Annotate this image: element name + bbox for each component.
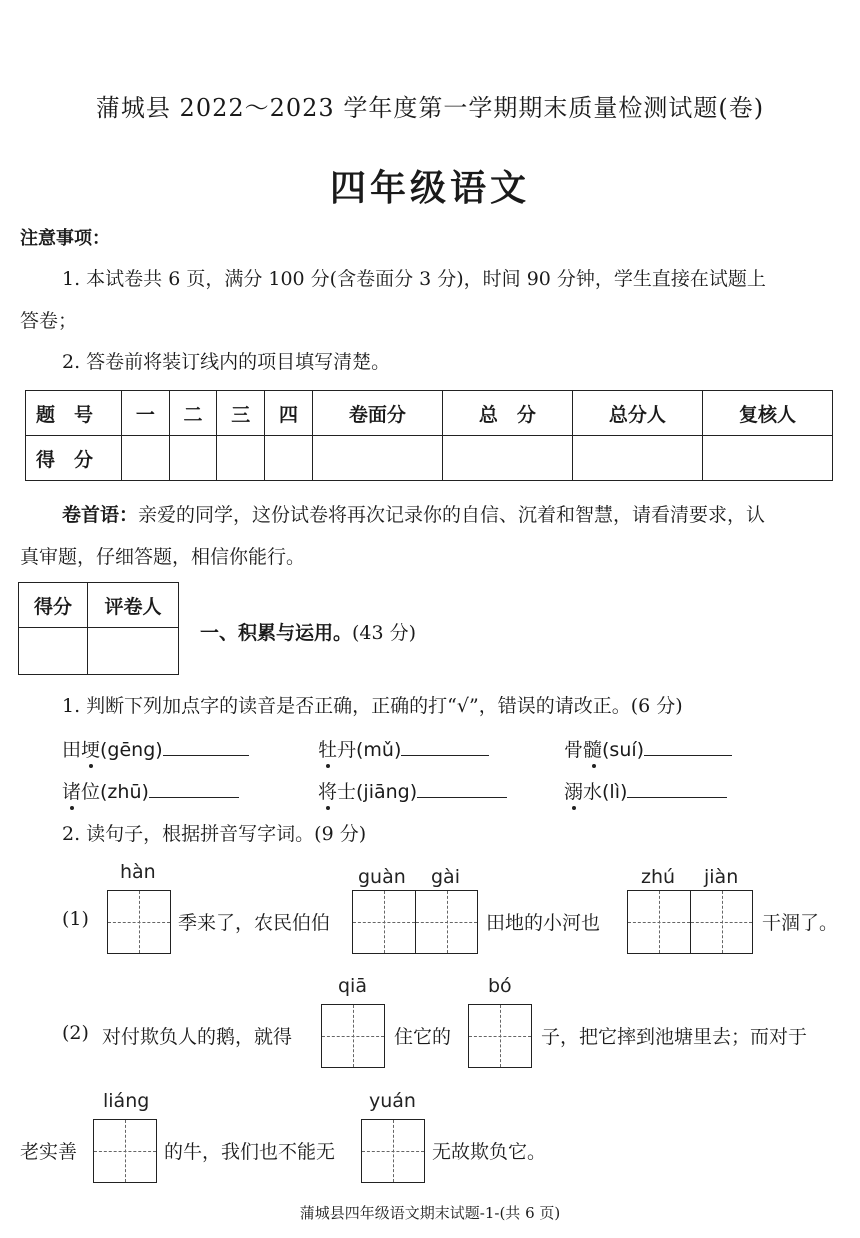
pinyin-hint: hàn xyxy=(120,861,156,883)
preface-line-1 xyxy=(62,500,765,527)
grader-score-field[interactable] xyxy=(19,628,88,675)
score-cell-empty[interactable] xyxy=(442,436,572,481)
sentence-2-label: (2) xyxy=(62,1022,89,1044)
answer-blank[interactable] xyxy=(644,737,732,756)
notice-item-1-cont: 答卷； xyxy=(20,310,78,332)
notice-item-2: 2. 答卷前将装订线内的项目填写清楚。 xyxy=(62,351,391,373)
answer-blank[interactable] xyxy=(417,779,507,798)
sentence-text: 田地的小河也 xyxy=(486,912,601,934)
score-table xyxy=(25,390,833,481)
q1-item-word: 牡丹 xyxy=(318,739,357,761)
score-cell-header: 三 xyxy=(217,391,265,436)
score-cell-empty[interactable] xyxy=(312,436,442,481)
pinyin-hint: liáng xyxy=(103,1090,150,1112)
q1-item xyxy=(318,735,489,762)
writing-grid[interactable] xyxy=(361,1119,425,1183)
sentence-text: 干涸了。 xyxy=(762,912,839,934)
notice-item-1: 1. 本试卷共 6 页，满分 100 分(含卷面分 3 分)，时间 90 分钟，学生直接在试题上 xyxy=(62,268,766,290)
score-table-score-row xyxy=(26,436,833,481)
score-table-header-row xyxy=(26,391,833,436)
answer-blank[interactable] xyxy=(401,737,489,756)
score-cell-header: 四 xyxy=(265,391,313,436)
answer-blank[interactable] xyxy=(149,779,239,798)
score-cell-empty[interactable] xyxy=(702,436,832,481)
score-cell-header: 总 分 xyxy=(442,391,572,436)
writing-grid[interactable] xyxy=(352,890,478,954)
emphasis-dot xyxy=(89,764,93,768)
score-cell-empty[interactable] xyxy=(217,436,265,481)
score-cell-header: 二 xyxy=(169,391,217,436)
q1-item-pinyin: (jiāng) xyxy=(356,781,418,803)
score-cell-empty[interactable] xyxy=(572,436,702,481)
grader-name-field[interactable] xyxy=(88,628,179,675)
pinyin-hint: bó xyxy=(488,975,512,997)
sentence-text: 子，把它摔到池塘里去；而对于 xyxy=(541,1026,808,1048)
emphasis-dot xyxy=(572,806,576,810)
section-1-heading xyxy=(200,618,416,645)
sentence-text: 季来了，农民伯伯 xyxy=(178,912,331,934)
question-2-prompt: 2. 读句子，根据拼音写字词。(9 分) xyxy=(62,823,367,845)
notice-heading: 注意事项： xyxy=(20,228,110,249)
pinyin-hint: jiàn xyxy=(704,866,739,888)
q1-item xyxy=(564,777,727,804)
pinyin-hint: yuán xyxy=(369,1090,416,1112)
writing-grid[interactable] xyxy=(468,1004,532,1068)
grader-box xyxy=(18,582,179,675)
score-cell-header: 总分人 xyxy=(572,391,702,436)
q1-item-pinyin: (gēng) xyxy=(100,739,163,761)
grader-name-label: 评卷人 xyxy=(88,583,179,628)
q1-item-word: 诸位 xyxy=(62,781,101,803)
score-cell-empty[interactable] xyxy=(265,436,313,481)
writing-grid[interactable] xyxy=(627,890,753,954)
answer-blank[interactable] xyxy=(163,737,249,756)
score-cell-label: 题 号 xyxy=(26,391,122,436)
sentence-text: 对付欺负人的鹅，就得 xyxy=(102,1026,293,1048)
page-footer: 蒲城县四年级语文期末试题-1-(共 6 页) xyxy=(299,1204,561,1222)
q1-item xyxy=(564,735,732,762)
exam-title: 蒲城县 2022～2023 学年度第一学期期末质量检测试题(卷) xyxy=(95,94,765,122)
emphasis-dot xyxy=(326,764,330,768)
preface-text: 亲爱的同学，这份试卷将再次记录你的自信、沉着和智慧，请看清要求，认 xyxy=(138,504,766,526)
pinyin-hint: guàn xyxy=(358,866,406,888)
sentence-1-label: (1) xyxy=(62,908,89,930)
q1-item xyxy=(318,777,507,804)
section-1-points: (43 分) xyxy=(352,622,417,644)
score-cell-header: 一 xyxy=(122,391,170,436)
writing-grid[interactable] xyxy=(321,1004,385,1068)
section-1-title: 一、积累与运用。 xyxy=(200,622,353,644)
pinyin-hint: gài xyxy=(431,866,460,888)
score-cell-header: 卷面分 xyxy=(312,391,442,436)
sentence-text: 的牛，我们也不能无 xyxy=(164,1141,336,1163)
q1-item xyxy=(62,735,249,762)
writing-grid[interactable] xyxy=(93,1119,157,1183)
q1-item-pinyin: (suí) xyxy=(602,739,645,761)
writing-grid[interactable] xyxy=(107,890,171,954)
pinyin-hint: qiā xyxy=(338,975,367,997)
emphasis-dot xyxy=(70,806,74,810)
score-cell-empty[interactable] xyxy=(169,436,217,481)
sentence-text: 住它的 xyxy=(394,1026,452,1048)
question-1-prompt: 1. 判断下列加点字的读音是否正确，正确的打“√”，错误的请改正。(6 分) xyxy=(62,695,683,717)
sentence-text: 老实善 xyxy=(20,1141,78,1163)
sentence-text: 无故欺负它。 xyxy=(432,1141,547,1163)
answer-blank[interactable] xyxy=(627,779,727,798)
score-cell-header: 复核人 xyxy=(702,391,832,436)
q1-item xyxy=(62,777,239,804)
subject-title: 四年级语文 xyxy=(329,168,530,209)
q1-item-pinyin: (lì) xyxy=(602,781,628,803)
q1-item-word: 骨髓 xyxy=(564,739,603,761)
q1-item-word: 溺水 xyxy=(564,781,603,803)
score-cell-empty[interactable] xyxy=(122,436,170,481)
emphasis-dot xyxy=(592,764,596,768)
q1-item-pinyin: (zhū) xyxy=(100,781,149,803)
q1-item-word: 将士 xyxy=(318,781,357,803)
emphasis-dot xyxy=(326,806,330,810)
q1-item-word: 田埂 xyxy=(62,739,101,761)
preface-line-2: 真审题，仔细答题，相信你能行。 xyxy=(20,546,306,568)
pinyin-hint: zhú xyxy=(641,866,676,888)
preface-label: 卷首语： xyxy=(62,504,139,526)
grader-score-label: 得分 xyxy=(19,583,88,628)
q1-item-pinyin: (mǔ) xyxy=(356,739,402,761)
score-cell-label: 得 分 xyxy=(26,436,122,481)
